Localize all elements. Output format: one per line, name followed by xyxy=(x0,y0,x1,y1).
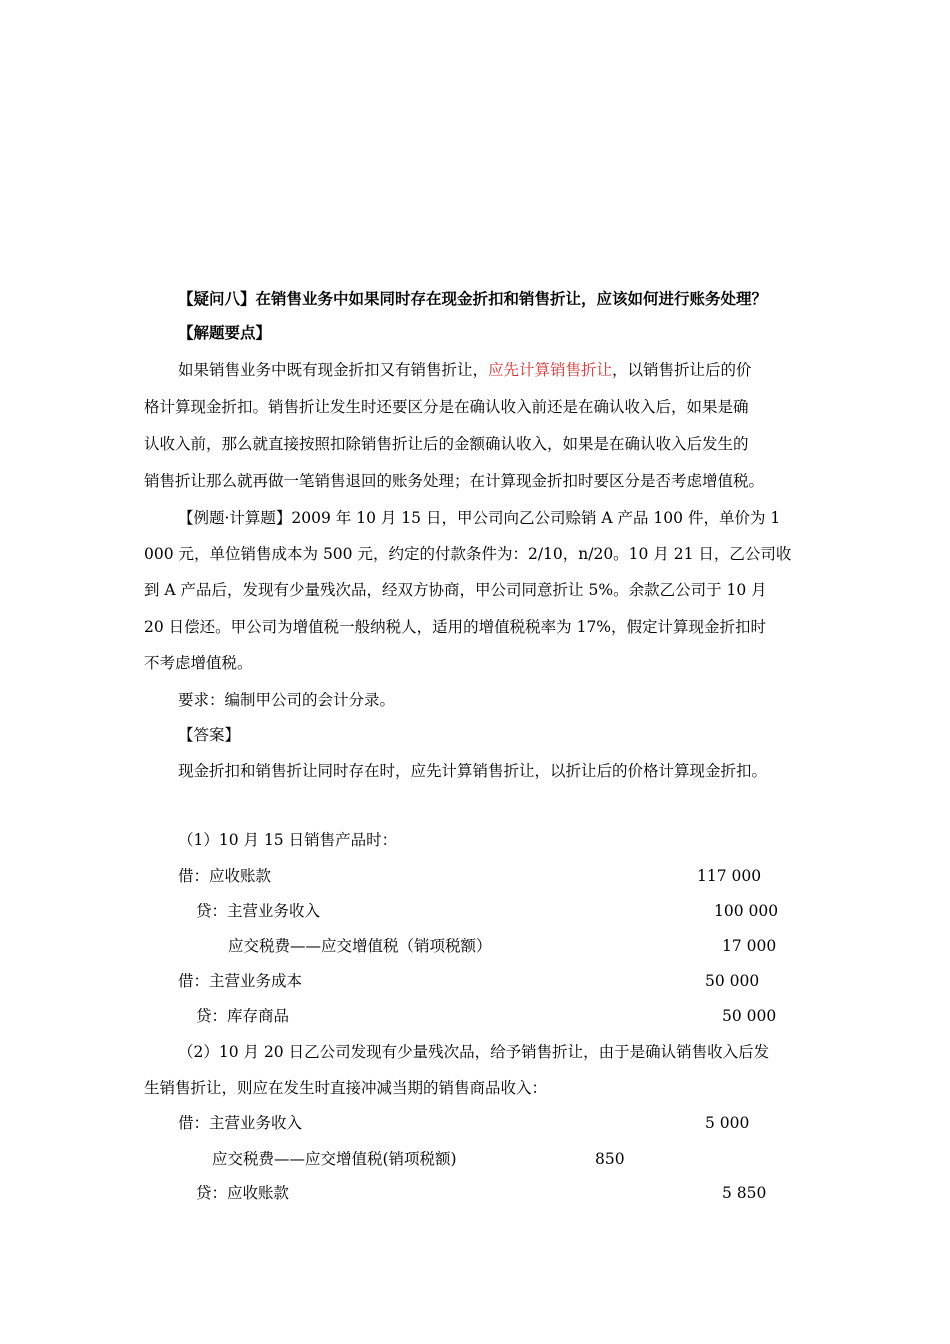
entry-credit-label: 贷：应收账款 xyxy=(196,1184,290,1202)
entry-debit-label: 应交税费——应交增值税(销项税额) xyxy=(212,1150,457,1168)
explanation-line-1 xyxy=(178,360,752,380)
entry-amount: 117 000 xyxy=(697,867,762,885)
example-line-4: 20 日偿还。甲公司为增值税一般纳税人，适用的增值税税率为 17%，假定计算现金折扣时 xyxy=(144,618,767,636)
example-line-1: 【例题·计算题】2009 年 10 月 15 日，甲公司向乙公司赊销 A 产品 100 件，单价为 1 xyxy=(178,509,781,527)
explanation-line-3: 认收入前，那么就直接按照扣除销售折让后的金额确认收入，如果是在确认收入后发生的 xyxy=(144,435,749,453)
entry-amount: 850 xyxy=(595,1150,625,1168)
entry-debit-label: 借：应收账款 xyxy=(178,867,272,885)
explanation-text: 如果销售业务中既有现金折扣又有销售折让， xyxy=(178,361,489,379)
step-1-title: （1）10 月 15 日销售产品时： xyxy=(178,831,398,849)
explanation-text: ，以销售折让后的价 xyxy=(612,361,752,379)
entry-amount: 5 000 xyxy=(705,1114,750,1132)
requirement: 要求：编制甲公司的会计分录。 xyxy=(178,691,396,709)
highlighted-text: 应先计算销售折让 xyxy=(488,361,613,379)
example-line-3: 到 A 产品后，发现有少量残次品，经双方协商，甲公司同意折让 5%。余款乙公司于 10 月 xyxy=(144,581,767,599)
entry-amount: 17 000 xyxy=(722,937,777,955)
step-2-line-2: 生销售折让，则应在发生时直接冲减当期的销售商品收入： xyxy=(144,1079,548,1097)
entry-debit-label: 借：主营业务收入 xyxy=(178,1114,303,1132)
explanation-line-2: 格计算现金折扣。销售折让发生时还要区分是在确认收入前还是在确认收入后，如果是确 xyxy=(144,398,749,416)
answer-heading: 【答案】 xyxy=(178,726,241,744)
entry-amount: 50 000 xyxy=(705,972,760,990)
explanation-line-4: 销售折让那么就再做一笔销售退回的账务处理；在计算现金折扣时要区分是否考虑增值税。 xyxy=(144,472,765,490)
entry-debit-label: 借：主营业务成本 xyxy=(178,972,303,990)
example-line-2: 000 元，单位销售成本为 500 元，约定的付款条件为：2/10，n/20。10 月 21 日，乙公司收 xyxy=(144,545,792,563)
example-line-5: 不考虑增值税。 xyxy=(144,654,253,672)
entry-amount: 5 850 xyxy=(722,1184,767,1202)
question-title: 【疑问八】在销售业务中如果同时存在现金折扣和销售折让，应该如何进行账务处理？ xyxy=(178,289,768,308)
entry-amount: 100 000 xyxy=(714,902,779,920)
entry-credit-label: 应交税费——应交增值税（销项税额） xyxy=(228,937,492,955)
entry-credit-label: 贷：主营业务收入 xyxy=(196,902,321,920)
answer-text: 现金折扣和销售折让同时存在时，应先计算销售折让，以折让后的价格计算现金折扣。 xyxy=(178,762,768,780)
entry-amount: 50 000 xyxy=(722,1007,777,1025)
entry-credit-label: 贷：库存商品 xyxy=(196,1007,290,1025)
key-points-heading: 【解题要点】 xyxy=(178,323,272,342)
step-2-line-1: （2）10 月 20 日乙公司发现有少量残次品，给予销售折让，由于是确认销售收入后发 xyxy=(178,1043,770,1061)
